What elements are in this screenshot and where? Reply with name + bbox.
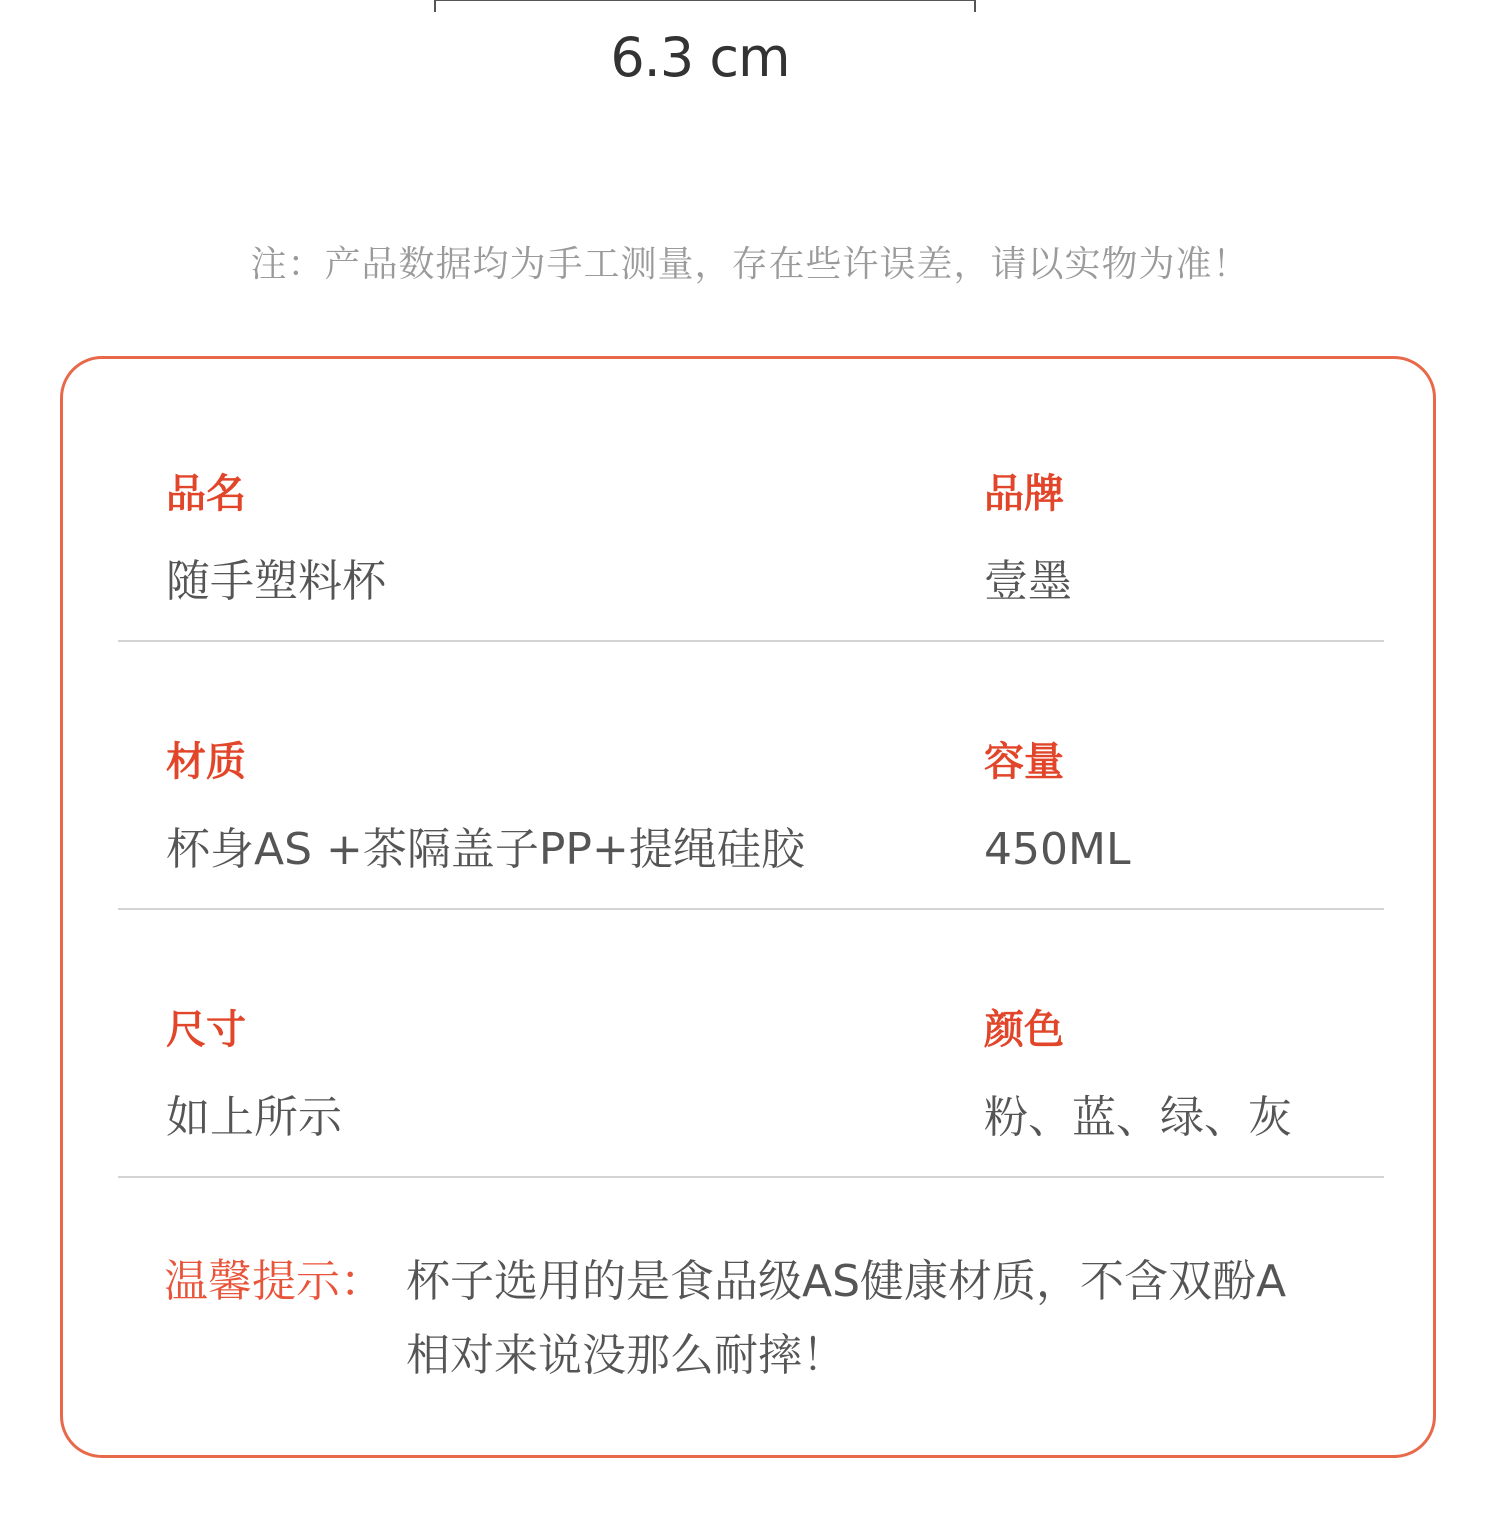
spec-cell-capacity — [984, 738, 1130, 876]
dimension-tick-left — [434, 0, 436, 12]
spec-value: 壹墨 — [984, 556, 1072, 607]
dimension-tick-right — [974, 0, 976, 12]
spec-value: 粉、蓝、绿、灰 — [984, 1092, 1292, 1143]
spec-value: 450ML — [984, 824, 1131, 875]
warm-tip-label: 温馨提示： — [164, 1256, 384, 1307]
spec-value: 随手塑料杯 — [166, 556, 386, 607]
spec-label: 容量 — [984, 739, 1064, 785]
warm-tip-line-2: 相对来说没那么耐摔！ — [406, 1330, 846, 1381]
measurement-note: 注：产品数据均为手工测量，存在些许误差，请以实物为准！ — [250, 244, 1250, 285]
spec-cell-size — [166, 1006, 342, 1144]
spec-row — [118, 738, 1384, 910]
dimension-line — [434, 0, 976, 12]
spec-cell-color — [984, 1006, 1292, 1144]
spec-value: 杯身AS +茶隔盖子PP+提绳硅胶 — [166, 824, 805, 875]
spec-value: 如上所示 — [166, 1092, 342, 1143]
spec-label: 材质 — [166, 739, 246, 785]
spec-label: 品牌 — [984, 471, 1064, 517]
dimension-bar — [434, 0, 976, 1]
spec-label: 品名 — [166, 471, 246, 517]
spec-label: 尺寸 — [166, 1007, 246, 1053]
spec-row — [118, 470, 1384, 642]
spec-row — [118, 1006, 1384, 1178]
dimension-label: 6.3 cm — [610, 26, 790, 89]
spec-cell-product-name — [166, 470, 386, 608]
spec-cell-brand — [984, 470, 1072, 608]
spec-cell-material — [166, 738, 805, 876]
warm-tip-line-1: 杯子选用的是食品级AS健康材质，不含双酚A — [406, 1256, 1287, 1307]
spec-label: 颜色 — [984, 1007, 1064, 1053]
